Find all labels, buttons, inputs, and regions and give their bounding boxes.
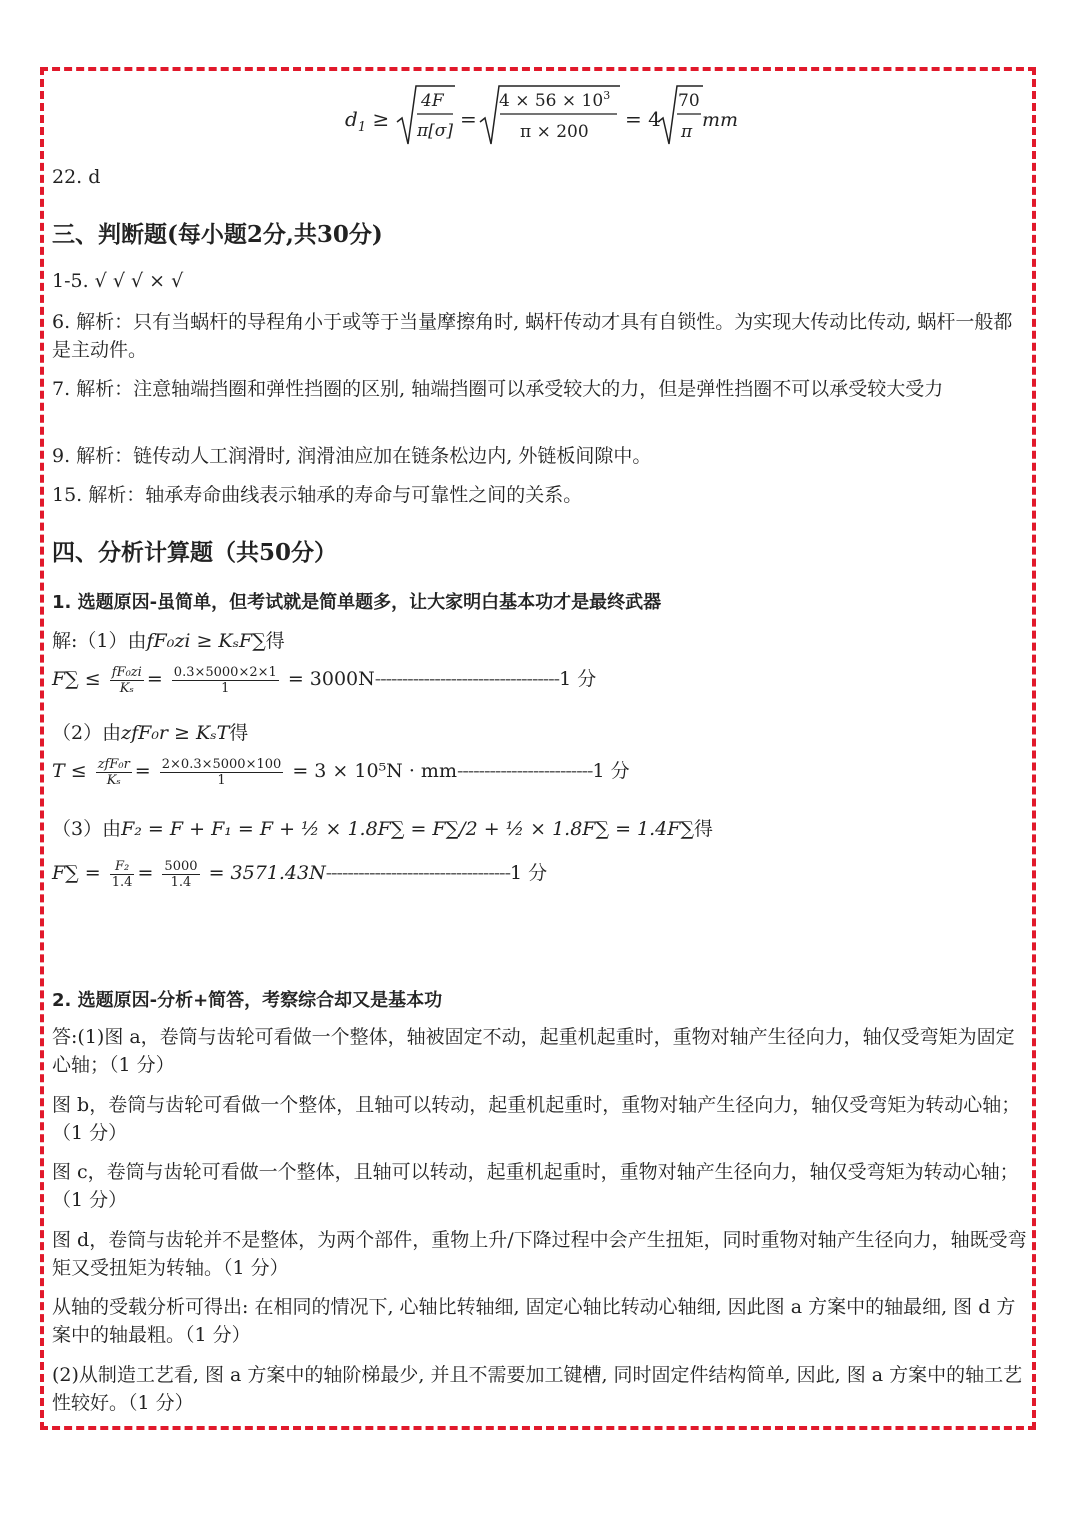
svg-text:=: = (460, 107, 477, 131)
q1-step2-calc: T ≤ $\frac{\text{zfF₀r}}{\text{Kₛ}}$ = $\frac{2\times 0.3\times 5000\times 100}{1}$ = 3 × 10⁵N · mm-------------------------1 分 (52, 756, 630, 788)
top-formula (345, 82, 765, 152)
svg-text:= 4: = 4 (625, 107, 661, 131)
unit: mm (702, 109, 739, 131)
svg-text:4 × 56 × 103: $4 \times 56 \times 10^3$ (499, 89, 611, 111)
q1-step3-calc: F∑ = $\frac{\text{F₂}}{1.4}$ = $\frac{5000}{1.4}$ = 3571.43N----------------------------------1 分 (52, 858, 548, 890)
f1-den: π[σ] (417, 121, 454, 141)
svg-text:d1 ≥: $d_1$ ≥ (345, 107, 390, 135)
q2-para-a: 答:(1)图 a，卷筒与齿轮可看做一个整体，轴被固定不动，起重机起重时，重物对轴产生径向力，轴仅受弯矩为固定心轴；（1 分） (52, 1026, 1015, 1076)
q1-step1-calc: F∑ ≤ $\frac{\text{fF₀zi}}{\text{Kₛ}}$ = $\frac{0.3\times 5000\times 2\times 1}{1}$ = 3000N----------------------------------1 分 (52, 664, 597, 696)
note-7: 7. 解析：注意轴端挡圈和弹性挡圈的区别, 轴端挡圈可以承受较大的力，但是弹性挡圈不可以承受较大受力 (52, 378, 944, 400)
f2-num: 4 × 56 × 10 (499, 91, 604, 111)
q2-para-process: (2)从制造工艺看, 图 a 方案中的轴阶梯最少, 并且不需要加工键槽, 同时固定件结构简单, 因此, 图 a 方案中的轴工艺性较好。（1 分） (52, 1364, 1023, 1414)
note-15: 15. 解析：轴承寿命曲线表示轴承的寿命与可靠性之间的关系。 (52, 484, 583, 506)
q2-para-b: 图 b，卷筒与齿轮可看做一个整体，且轴可以转动，起重机起重时，重物对轴产生径向力，轴仅受弯矩为转动心轴；（1 分） (52, 1094, 1021, 1144)
note-6: 6. 解析：只有当蜗杆的导程角小于或等于当量摩擦角时, 蜗杆传动才具有自锁性。为实现大传动比传动, 蜗杆一般都是主动件。 (52, 311, 1013, 361)
section3-title: 三、判断题(每小题2分,共30分) (52, 221, 383, 248)
q1-step2-intro: （2）由zfF₀r ≥ KₛT得 (52, 722, 249, 744)
q2-heading: 2. 选题原因-分析+简答，考察综合却又是基本功 (52, 990, 443, 1011)
q22-answer: 22. d (52, 166, 101, 188)
q1-step3-intro: （3）由F₂ = F + F₁ = F + ½ × 1.8F∑ = F∑/2 + ½ × 1.8F∑ = 1.4F∑得 (52, 818, 714, 840)
q1-heading: 1. 选题原因-虽简单，但考试就是简单题多，让大家明白基本功才是最终武器 (52, 592, 662, 613)
q1-step1-intro: 解:（1）由fF₀zi ≥ KₛF∑得 (52, 630, 285, 652)
f3-num: 70 (678, 91, 700, 111)
section3-answers: 1-5. √ √ √ × √ (52, 270, 184, 292)
q2-para-summary: 从轴的受载分析可得出: 在相同的情况下, 心轴比转轴细, 固定心轴比转动心轴细, 因此图 a 方案中的轴最细, 图 d 方案中的轴最粗。（1 分） (52, 1296, 1016, 1346)
f3-den: π (681, 122, 693, 142)
q2-para-c: 图 c，卷筒与齿轮可看做一个整体，且轴可以转动，起重机起重时，重物对轴产生径向力，轴仅受弯矩为转动心轴；（1 分） (52, 1161, 1019, 1211)
section4-title: 四、分析计算题（共50分） (52, 539, 338, 566)
note-9: 9. 解析：链传动人工润滑时, 润滑油应加在链条松边内, 外链板间隙中。 (52, 445, 652, 467)
formula-lhs: d (345, 107, 358, 131)
f1-num: 4F (421, 91, 444, 111)
f2-den: π × 200 (520, 122, 589, 142)
q2-para-d: 图 d，卷筒与齿轮并不是整体，为两个部件，重物上升/下降过程中会产生扭矩，同时重物对轴产生径向力，轴既受弯矩又受扭矩为转轴。（1 分） (52, 1229, 1027, 1279)
